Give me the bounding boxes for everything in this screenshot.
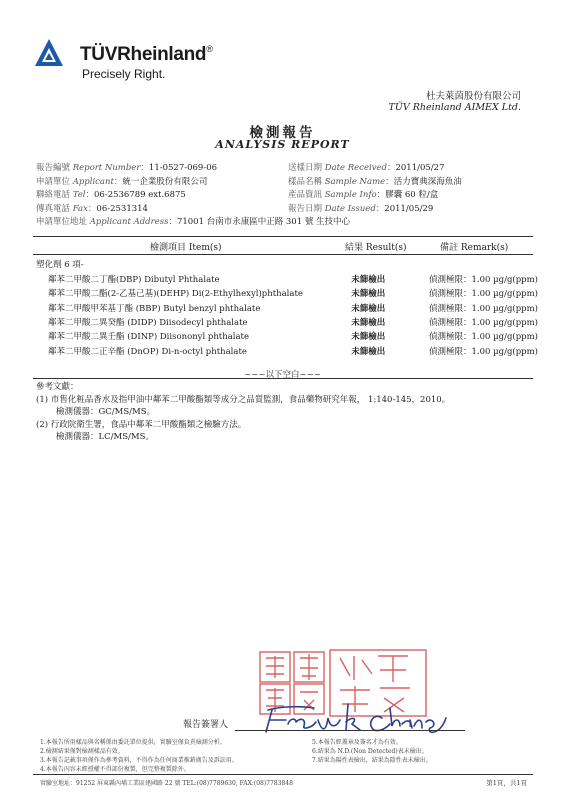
meta-tel: 聯絡電話 Tel：06-2536789 ext.6875 — [36, 190, 186, 200]
company-name-cn: 杜夫萊茵股份有限公司 — [425, 91, 521, 102]
notes-right — [312, 738, 432, 765]
note-item: 4.本報告內容未經授權不得部份複製，但完整複製除外。 — [40, 766, 190, 773]
meta-sample-name: 樣品名稱 Sample Name：活力寶典深海魚油 — [288, 176, 462, 187]
table-header-remark: 備註 Remark(s) — [440, 243, 509, 253]
meta-applicant-address: 申請單位地址 Applicant Address：71001 台南市永康區中正路 301 號 生技中心 — [36, 217, 351, 227]
note-item: 1.本報告所用樣品與名稱係由委託單位提供，實驗室僅負責檢測分析。 — [40, 739, 226, 746]
table-header-rule — [33, 254, 533, 255]
tuv-triangle-logo-icon — [34, 38, 64, 68]
footer-rule — [33, 774, 533, 775]
table-bottom-rule — [33, 378, 533, 379]
signature-line — [235, 730, 465, 731]
lab-address: 實驗室地址：91252 屏東縣內埔工業區建國路 22 號 TEL:(08)7789630, FAX:(08)7783848 — [40, 780, 293, 787]
table-row: 鄰苯二甲酸二丁酯(DBP) Dibutyl Phthalate 未篩檢出 偵測極限：1.00 µg/g(ppm) — [48, 275, 538, 286]
reference-instrument: 檢測儀器：LC/MS/MS。 — [56, 432, 154, 442]
page-number: 第1頁，共1頁 — [486, 779, 527, 787]
notes-left — [40, 738, 238, 774]
company-name-en: TÜV Rheinland AIMEX Ltd. — [388, 102, 521, 113]
note-item: 7.結果為陽性表檢出，結果為陰性表未檢出。 — [312, 757, 432, 764]
meta-fax: 傳真電話 Fax：06-2531314 — [36, 203, 148, 214]
table-top-rule — [33, 236, 533, 237]
meta-sample-info: 產品資訊 Sample Info：膠囊 60 粒/盒 — [288, 190, 439, 200]
table-header-item: 檢測項目 Item(s) — [150, 243, 222, 253]
note-item: 5.本報告經蓋章及簽名才為有效。 — [312, 739, 402, 746]
report-title-en: ANALYSIS REPORT — [215, 138, 350, 151]
table-row: 鄰苯二甲酸二酯(2-乙基己基)(DEHP) Di(2-Ethylhexyl)phthalate 未篩檢出 偵測極限：1.00 µg/g(ppm) — [48, 289, 538, 300]
handwritten-signature — [262, 698, 452, 738]
reference-item: (1) 市售化粧品香水及指甲油中鄰苯二甲酸酯類等成分之品質監測，食品藥物研究年報， 1:140-145，2010。 — [36, 394, 451, 405]
brand-name: TÜVRheinland® — [80, 44, 213, 65]
meta-report-number: 報告編號 Report Number：11-0527-069-06 — [36, 163, 218, 173]
report-title-cn: 檢測報告 — [249, 125, 316, 141]
references — [36, 381, 450, 444]
table-row: 鄰苯二甲酸甲苯基丁酯 (BBP) Butyl benzyl phthalate 未篩檢出 偵測極限：1.00 µg/g(ppm) — [48, 303, 538, 314]
blank-below-note: ~~~以下空白~~~ — [244, 370, 321, 380]
table-rows — [48, 272, 538, 358]
table-header-result: 結果 Result(s) — [345, 243, 407, 253]
meta-date-received: 送樣日期 Date Received：2011/05/27 — [288, 163, 445, 173]
table-row: 鄰苯二甲酸二正辛酯 (DnOP) Di-n-octyl phthalate 未篩檢出 偵測極限：1.00 µg/g(ppm) — [48, 346, 538, 357]
meta-date-issued: 報告日期 Date Issued：2011/05/29 — [288, 203, 434, 214]
meta-applicant: 申請單位 Applicant：統一企業股份有限公司 — [36, 176, 208, 187]
reference-instrument: 檢測儀器：GC/MS/MS。 — [56, 407, 156, 417]
reference-item: (2) 行政院衛生署，食品中鄰苯二甲酸酯類之檢驗方法。 — [36, 419, 247, 430]
references-title: 參考文獻： — [36, 382, 79, 392]
note-item: 3.本報告記載事項僅作為參考資料，不得作為任何商業推銷廣告及訴訟用。 — [40, 757, 238, 764]
meta-right — [288, 162, 462, 216]
table-row: 鄰苯二甲酸二異癸酯 (DIDP) Diisodecyl phthalate 未篩檢出 偵測極限：1.00 µg/g(ppm) — [48, 318, 538, 329]
report-signer-label: 報告簽署人 — [183, 720, 229, 730]
brand-tagline: Precisely Right. — [82, 67, 166, 81]
table-group-label: 塑化劑 6 項- — [36, 260, 84, 270]
note-item: 2.檢測結果僅對檢測樣品有效。 — [40, 748, 124, 755]
note-item: 6.結果為 N.D.(Non Detected)表未檢出。 — [312, 748, 428, 755]
table-row: 鄰苯二甲酸二異壬酯 (DINP) Diisononyl phthalate 未篩檢出 偵測極限：1.00 µg/g(ppm) — [48, 332, 538, 343]
